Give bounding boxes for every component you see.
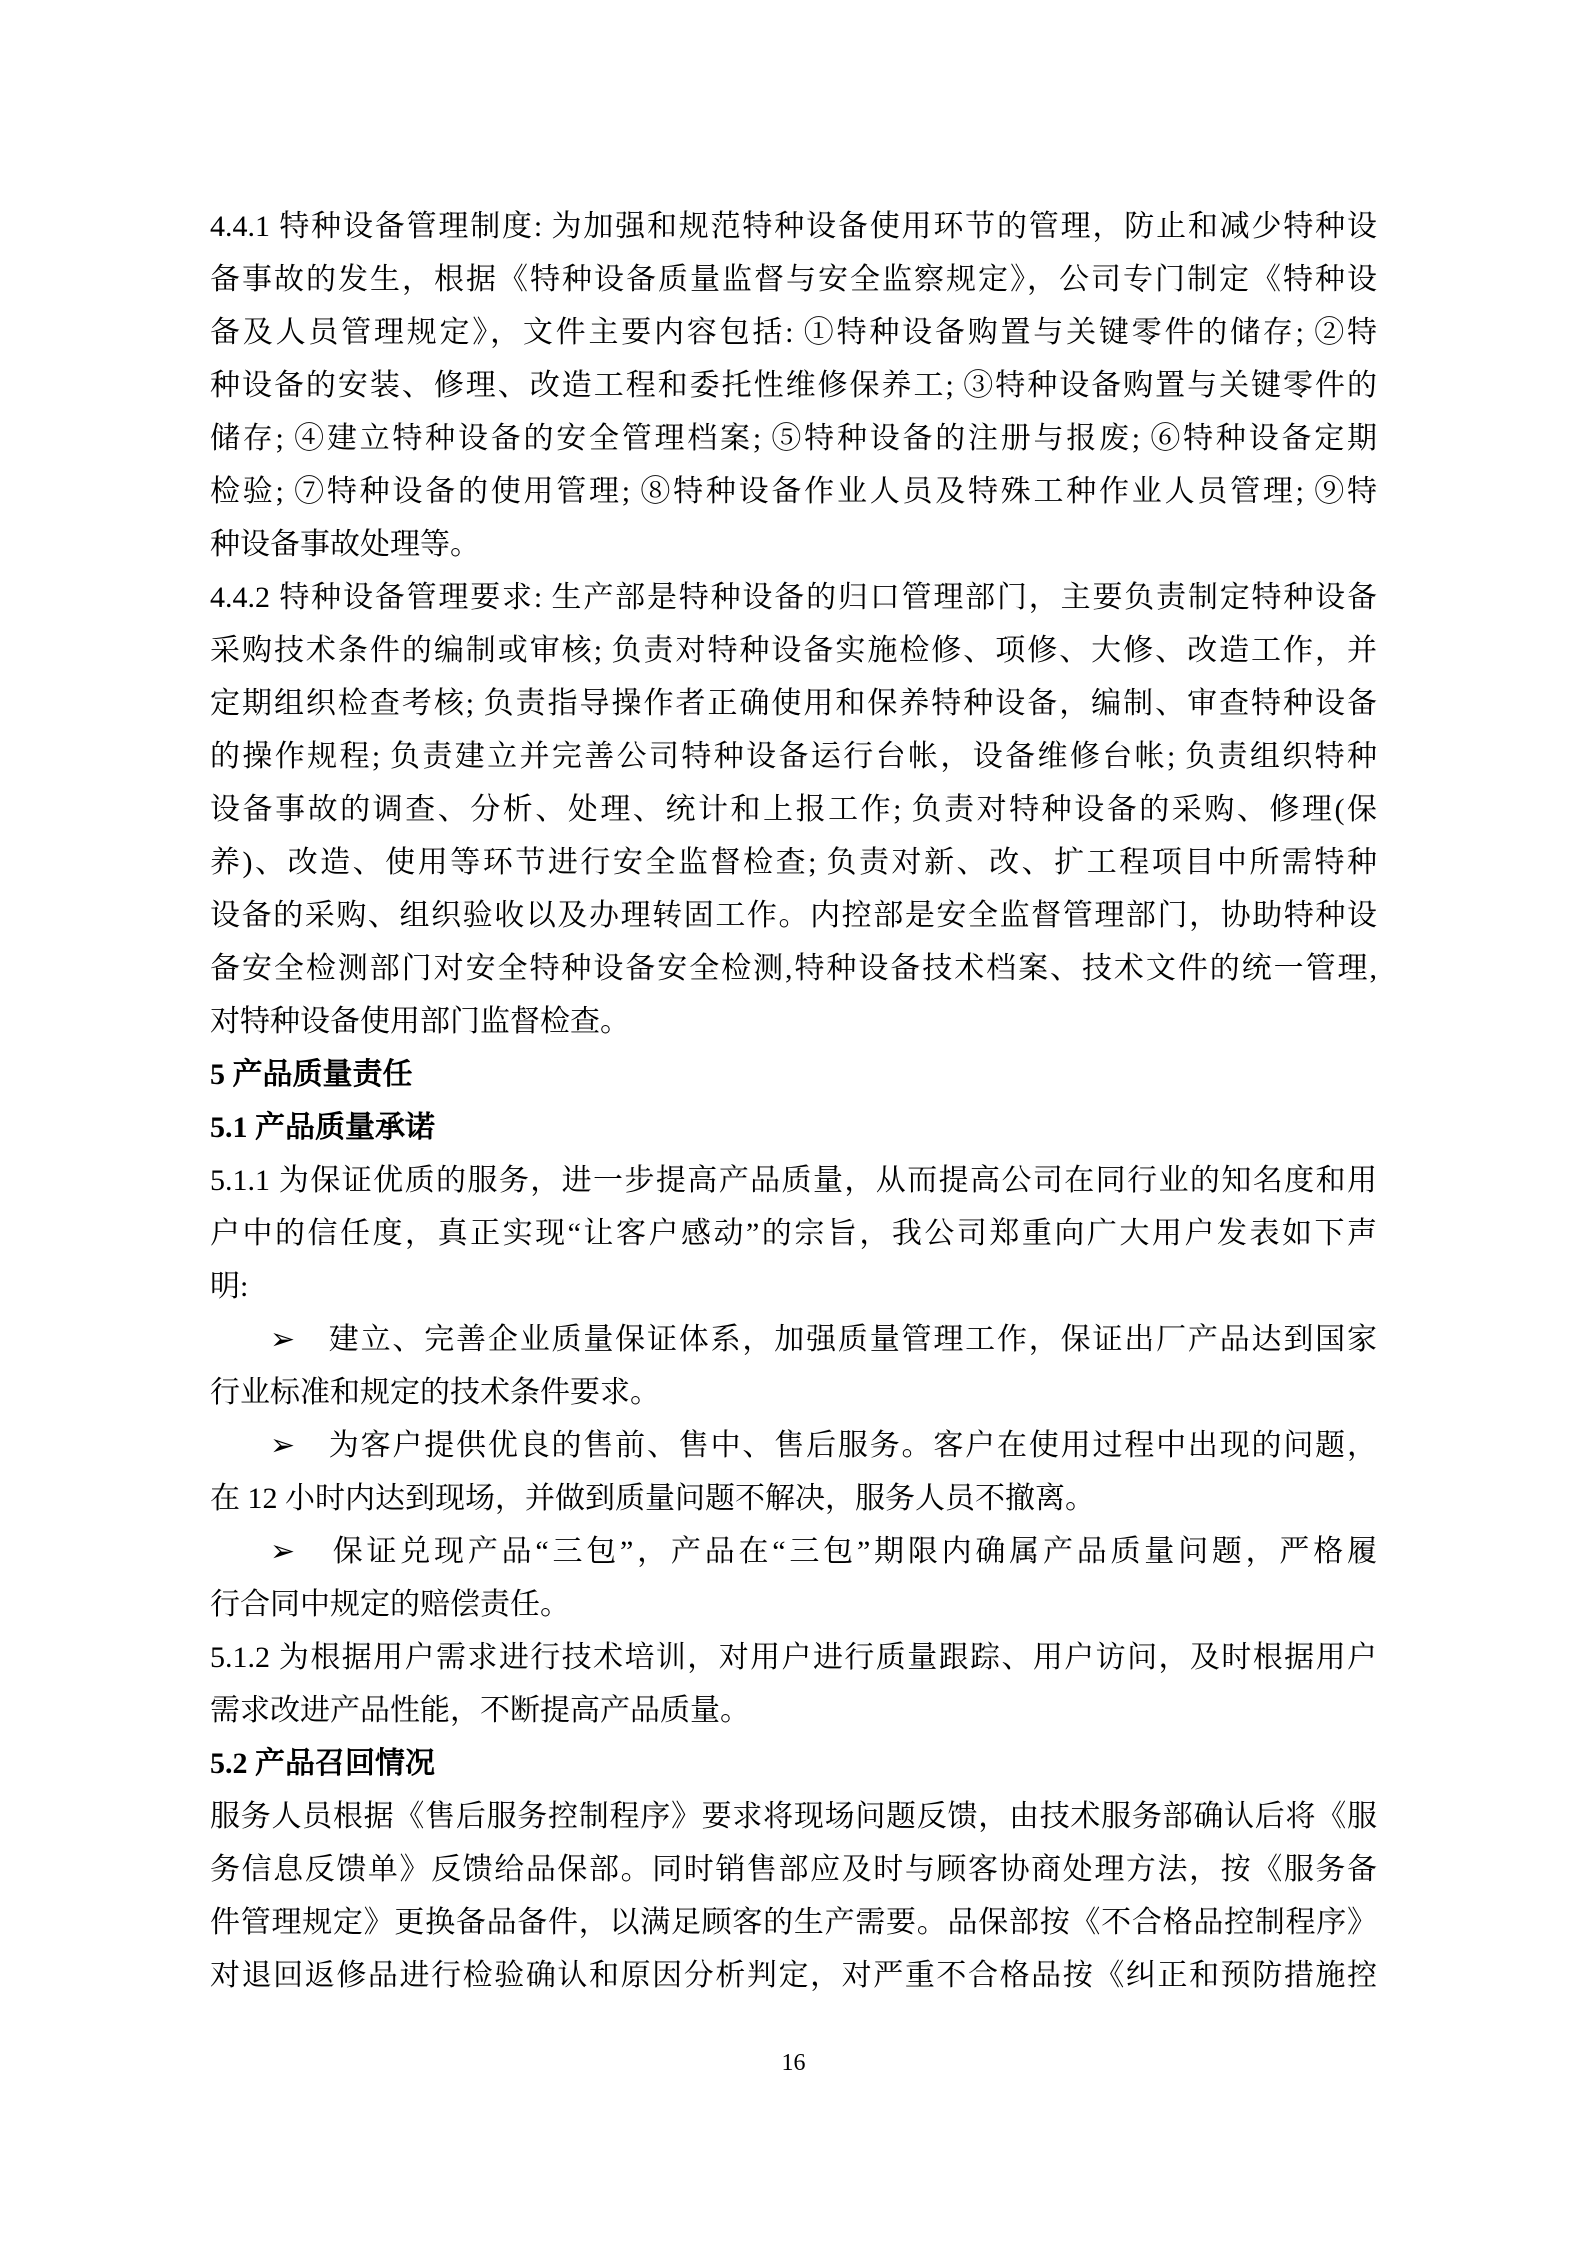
text-line: 养)、改造、使用等环节进行安全监督检查; 负责对新、改、扩工程项目中所需特种 (210, 846, 1377, 879)
heading-line: 5.2 产品召回情况 (210, 1747, 435, 1780)
text-line: 设备事故的调查、分析、处理、统计和上报工作; 负责对特种设备的采购、修理(保 (210, 793, 1377, 826)
text-line: 备及人员管理规定》，文件主要内容包括: ①特种设备购置与关键零件的储存; ②特 (210, 316, 1377, 349)
text-line: 服务人员根据《售后服务控制程序》要求将现场问题反馈，由技术服务部确认后将《服 (210, 1800, 1377, 1833)
text-line: 行合同中规定的赔偿责任。 (210, 1588, 570, 1621)
text-line: 的操作规程; 负责建立并完善公司特种设备运行台帐，设备维修台帐; 负责组织特种 (210, 740, 1377, 773)
text-line: 采购技术条件的编制或审核; 负责对特种设备实施检修、项修、大修、改造工作，并 (210, 634, 1377, 667)
text-line: 在 12 小时内达到现场，并做到质量问题不解决，服务人员不撤离。 (210, 1482, 1095, 1515)
text-line: 储存; ④建立特种设备的安全管理档案; ⑤特种设备的注册与报废; ⑥特种设备定期 (210, 422, 1377, 455)
document-text (210, 200, 1377, 2002)
text-line: 4.4.2 特种设备管理要求: 生产部是特种设备的归口管理部门，主要负责制定特种设备 (210, 581, 1377, 614)
text-line: 件管理规定》更换备品备件，以满足顾客的生产需要。品保部按《不合格品控制程序》 (210, 1906, 1377, 1939)
bullet-line: ➢ 保证兑现产品“三包”，产品在“三包”期限内确属产品质量问题，严格履 (270, 1535, 1377, 1568)
text-line: 5.1.2 为根据用户需求进行技术培训，对用户进行质量跟踪、用户访问，及时根据用户 (210, 1641, 1377, 1674)
bullet-line: ➢ 为客户提供优良的售前、售中、售后服务。客户在使用过程中出现的问题， (270, 1429, 1377, 1462)
text-line: 定期组织检查考核; 负责指导操作者正确使用和保养特种设备，编制、审查特种设备 (210, 687, 1377, 720)
heading-line: 5 产品质量责任 (210, 1058, 413, 1091)
text-line: 户中的信任度，真正实现“让客户感动”的宗旨，我公司郑重向广大用户发表如下声 (210, 1217, 1377, 1250)
text-line: 种设备的安装、修理、改造工程和委托性维修保养工; ③特种设备购置与关键零件的 (210, 369, 1377, 402)
text-line: 备安全检测部门对安全特种设备安全检测,特种设备技术档案、技术文件的统一管理, (210, 952, 1377, 985)
bullet-line: ➢ 建立、完善企业质量保证体系，加强质量管理工作，保证出厂产品达到国家 (270, 1323, 1377, 1356)
text-line: 务信息反馈单》反馈给品保部。同时销售部应及时与顾客协商处理方法，按《服务备 (210, 1853, 1377, 1886)
heading-line: 5.1 产品质量承诺 (210, 1111, 435, 1144)
text-line: 种设备事故处理等。 (210, 528, 480, 561)
text-line: 需求改进产品性能，不断提高产品质量。 (210, 1694, 750, 1727)
text-line: 5.1.1 为保证优质的服务，进一步提高产品质量，从而提高公司在同行业的知名度和用 (210, 1164, 1377, 1197)
text-line: 对特种设备使用部门监督检查。 (210, 1005, 630, 1038)
page-number: 16 (781, 2050, 806, 2076)
text-line: 4.4.1 特种设备管理制度: 为加强和规范特种设备使用环节的管理，防止和减少特种设 (210, 210, 1377, 243)
text-line: 明: (210, 1270, 249, 1303)
text-line: 备事故的发生，根据《特种设备质量监督与安全监察规定》，公司专门制定《特种设 (210, 263, 1377, 296)
text-line: 对退回返修品进行检验确认和原因分析判定，对严重不合格品按《纠正和预防措施控 (210, 1959, 1377, 1992)
text-line: 检验; ⑦特种设备的使用管理; ⑧特种设备作业人员及特殊工种作业人员管理; ⑨特 (210, 475, 1377, 508)
text-line: 设备的采购、组织验收以及办理转固工作。内控部是安全监督管理部门，协助特种设 (210, 899, 1377, 932)
text-line: 行业标准和规定的技术条件要求。 (210, 1376, 660, 1409)
